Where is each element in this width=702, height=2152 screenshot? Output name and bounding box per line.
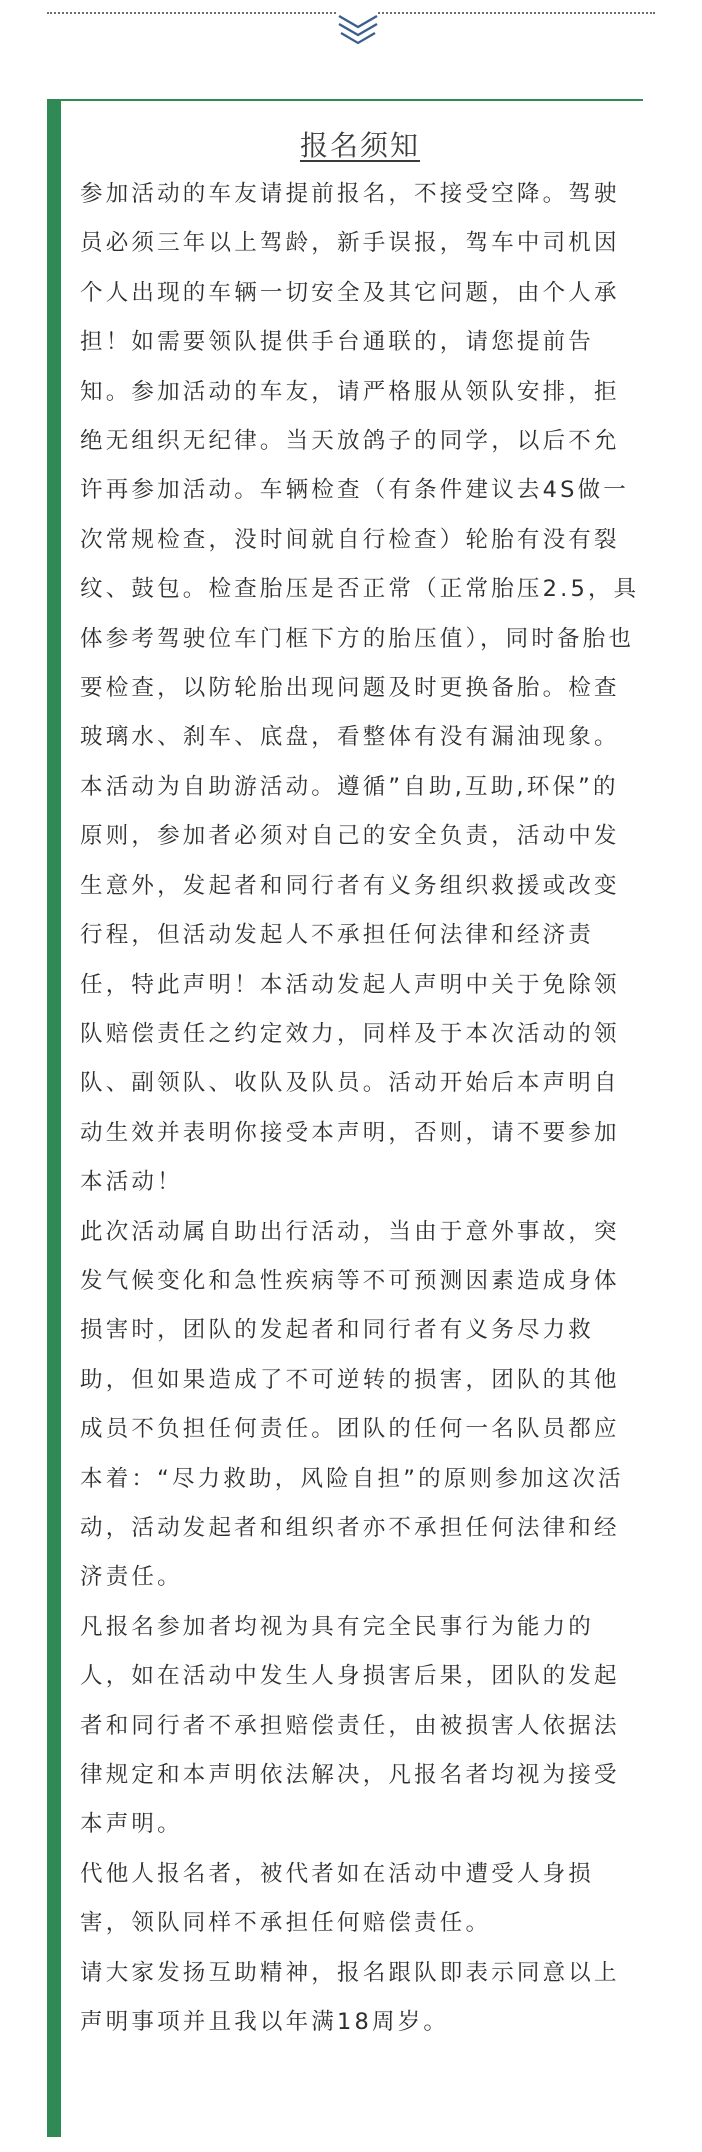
notice-paragraph-proxy: 代他人报名者，被代者如在活动中遭受人身损害，领队同样不承担任何赔偿责任。 bbox=[80, 1860, 595, 1937]
notice-paragraph-accident: 此次活动属自助出行活动，当由于意外事故，突发气候变化和急性疾病等不可预测因素造成身体损害时，团队的发起者和同行者有义务尽力救助，但如果造成了不可逆转的损害，团队的其他成员不负担任何责任。团队的任何一名队员都应本着：“尽力救助，风险自担”的原则参加这次活动，活动发起者和组织者亦不承担任何法律和经济责任。 bbox=[80, 1218, 624, 1591]
notice-paragraph-agreement: 请大家发扬互助精神，报名跟队即表示同意以上声明事项并且我以年满18周岁。 bbox=[80, 1959, 620, 2036]
notice-paragraph-requirements: 参加活动的车友请提前报名，不接受空降。驾驶员必须三年以上驾龄，新手误报，驾车中司机因个人出现的车辆一切安全及其它问题，由个人承担！如需要领队提供手台通联的，请您提前告知。参加活动的车友，请严格服从领队安排，拒绝无组织无纪律。当天放鸽子的同学，以后不允许再参加活动。车辆检查（有条件建议去4S做一次常规检查，没时间就自行检查）轮胎有没有裂纹、鼓包。检查胎压是否正常（正常胎压2.5，具体参考驾驶位车门框下方的胎压值），同时备胎也要检查，以防轮胎出现问题及时更换备胎。检查玻璃水、刹车、底盘，看整体有没有漏油现象。 bbox=[80, 181, 640, 751]
notice-paragraph-capacity: 凡报名参加者均视为具有完全民事行为能力的人，如在活动中发生人身损害后果，团队的发起者和同行者不承担赔偿责任，由被损害人依据法律规定和本声明依法解决，凡报名者均视为接受本声明。 bbox=[80, 1613, 620, 1838]
card-top-border bbox=[47, 99, 643, 101]
notice-paragraph-self-help: 本活动为自助游活动。遵循”自助,互助,环保”的原则，参加者必须对自己的安全负责，活动中发生意外，发起者和同行者有义务组织救援或改变行程，但活动发起人不承担任何法律和经济责任，特此声明！本活动发起人声明中关于免除领队赔偿责任之约定效力，同样及于本次活动的领队、副领队、收队及队员。活动开始后本声明自动生效并表明你接受本声明，否则，请不要参加本活动！ bbox=[80, 773, 620, 1196]
card-accent-bar bbox=[47, 99, 61, 2137]
notice-card bbox=[80, 118, 640, 2047]
chevron-down-icon bbox=[330, 12, 386, 52]
notice-title: 报名须知 bbox=[299, 129, 420, 162]
